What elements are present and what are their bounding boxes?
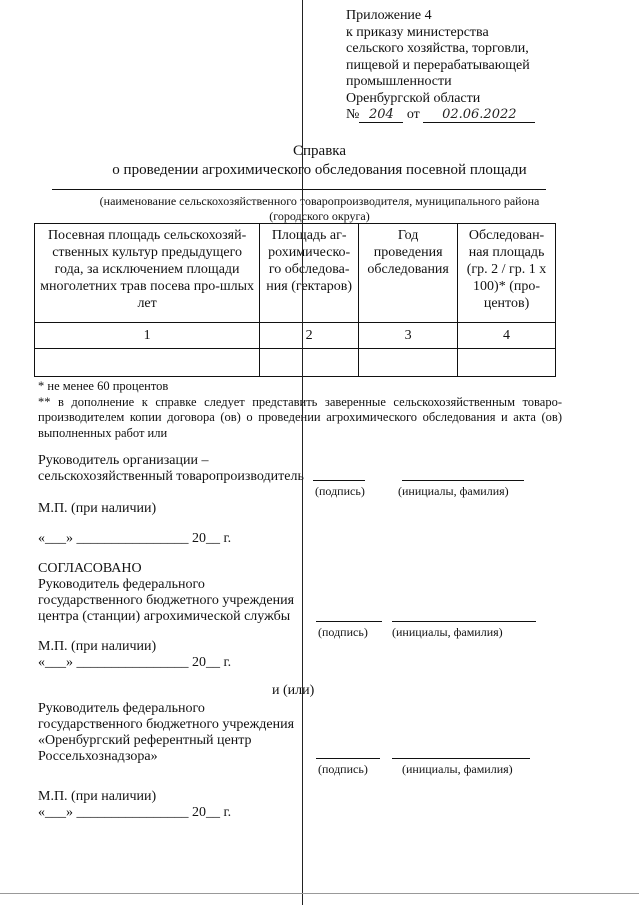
document-title: Справка bbox=[293, 143, 346, 159]
table-header-row bbox=[35, 224, 556, 323]
table-header-cell: Площадь аг-рохимическо-го обследова-ния (гектаров) bbox=[260, 224, 359, 323]
table-cell bbox=[458, 349, 556, 377]
section3-line: государственного бюджетного учреждения bbox=[38, 717, 295, 732]
signature-line bbox=[316, 758, 380, 759]
footnotes bbox=[38, 379, 562, 441]
and-or-label: и (или) bbox=[272, 683, 315, 698]
section3-line: «Оренбургский референтный центр bbox=[38, 733, 252, 748]
table-cell bbox=[260, 349, 359, 377]
date-line: «___» ________________ 20__ г. bbox=[38, 531, 232, 546]
annex-line: сельского хозяйства, торговли, bbox=[346, 41, 529, 56]
agreed-heading: СОГЛАСОВАНО bbox=[38, 561, 142, 576]
stamp-label: М.П. (при наличии) bbox=[38, 639, 157, 654]
date-line: «___» ________________ 20__ г. bbox=[38, 805, 232, 820]
section1-head-line2: сельскохозяйственный товаропроизводитель bbox=[38, 469, 304, 484]
signature-line bbox=[316, 621, 382, 622]
number-sign: № bbox=[346, 107, 360, 122]
handwritten-order-date: 02.06.2022 bbox=[423, 108, 535, 123]
signature-line bbox=[313, 480, 365, 481]
document-subtitle: о проведении агрохимического обследования посевной площади bbox=[112, 162, 527, 178]
survey-table bbox=[34, 223, 556, 377]
producer-caption-line2: (городского округа) bbox=[269, 209, 370, 223]
section3-line: Руководитель федерального bbox=[38, 701, 205, 716]
table-cell: 4 bbox=[458, 323, 556, 349]
table-cell bbox=[35, 349, 260, 377]
name-caption: (инициалы, фамилия) bbox=[402, 762, 513, 776]
annex-line: к приказу министерства bbox=[346, 24, 489, 40]
producer-name-line bbox=[52, 189, 546, 190]
annex-line: пищевой и перерабатывающей bbox=[346, 57, 530, 73]
footnote: ** в дополнение к справке следует представить заверенные сельскохозяйственным товаро-производителем копии договора (ов) о проведении агрохимического обследования и акта (ов) выполненных работ или bbox=[38, 394, 562, 440]
section2-line: государственного бюджетного учреждения bbox=[38, 593, 295, 608]
signature-caption: (подпись) bbox=[318, 762, 368, 776]
table-cell bbox=[359, 349, 458, 377]
signature-caption: (подпись) bbox=[315, 484, 365, 498]
name-caption: (инициалы, фамилия) bbox=[392, 625, 503, 639]
table-header-cell: Обследован-ная площадь (гр. 2 / гр. 1 x 100)* (про-центов) bbox=[458, 224, 556, 323]
section2-line: центра (станции) агрохимической службы bbox=[38, 609, 291, 624]
table-header-cell: Год проведения обследования bbox=[359, 224, 458, 323]
name-caption: (инициалы, фамилия) bbox=[398, 484, 509, 498]
from-label: от bbox=[406, 107, 420, 122]
name-line bbox=[392, 758, 530, 759]
order-number-line bbox=[346, 107, 535, 124]
table-number-row bbox=[35, 323, 556, 349]
table-cell: 3 bbox=[359, 323, 458, 349]
annex-line: Приложение 4 bbox=[346, 8, 432, 23]
signature-caption: (подпись) bbox=[318, 625, 368, 639]
table-data-row bbox=[35, 349, 556, 377]
stamp-label: М.П. (при наличии) bbox=[38, 501, 157, 516]
stamp-label: М.П. (при наличии) bbox=[38, 789, 157, 804]
name-line bbox=[392, 621, 536, 622]
producer-caption-line1: (наименование сельскохозяйственного товаропроизводителя, муниципального района bbox=[99, 194, 540, 208]
scan-bottom-edge bbox=[0, 893, 639, 894]
section3-line: Россельхознадзора» bbox=[38, 749, 158, 764]
table-header-cell: Посевная площадь сельскохозяй-ственных культур предыдущего года, за исключением площади многолетних трав посева про-шлых лет bbox=[35, 224, 260, 323]
section2-line: Руководитель федерального bbox=[38, 577, 205, 592]
date-line: «___» ________________ 20__ г. bbox=[38, 655, 232, 670]
annex-line: Оренбургской области bbox=[346, 90, 481, 106]
name-line bbox=[402, 480, 524, 481]
table-cell: 2 bbox=[260, 323, 359, 349]
footnote: * не менее 60 процентов bbox=[38, 379, 169, 393]
annex-line: промышленности bbox=[346, 74, 452, 89]
annex-block bbox=[346, 8, 535, 124]
table-cell: 1 bbox=[35, 323, 260, 349]
scan-fold-line bbox=[302, 0, 303, 905]
handwritten-order-number: 204 bbox=[359, 108, 403, 123]
section1-head-line1: Руководитель организации – bbox=[38, 453, 209, 468]
